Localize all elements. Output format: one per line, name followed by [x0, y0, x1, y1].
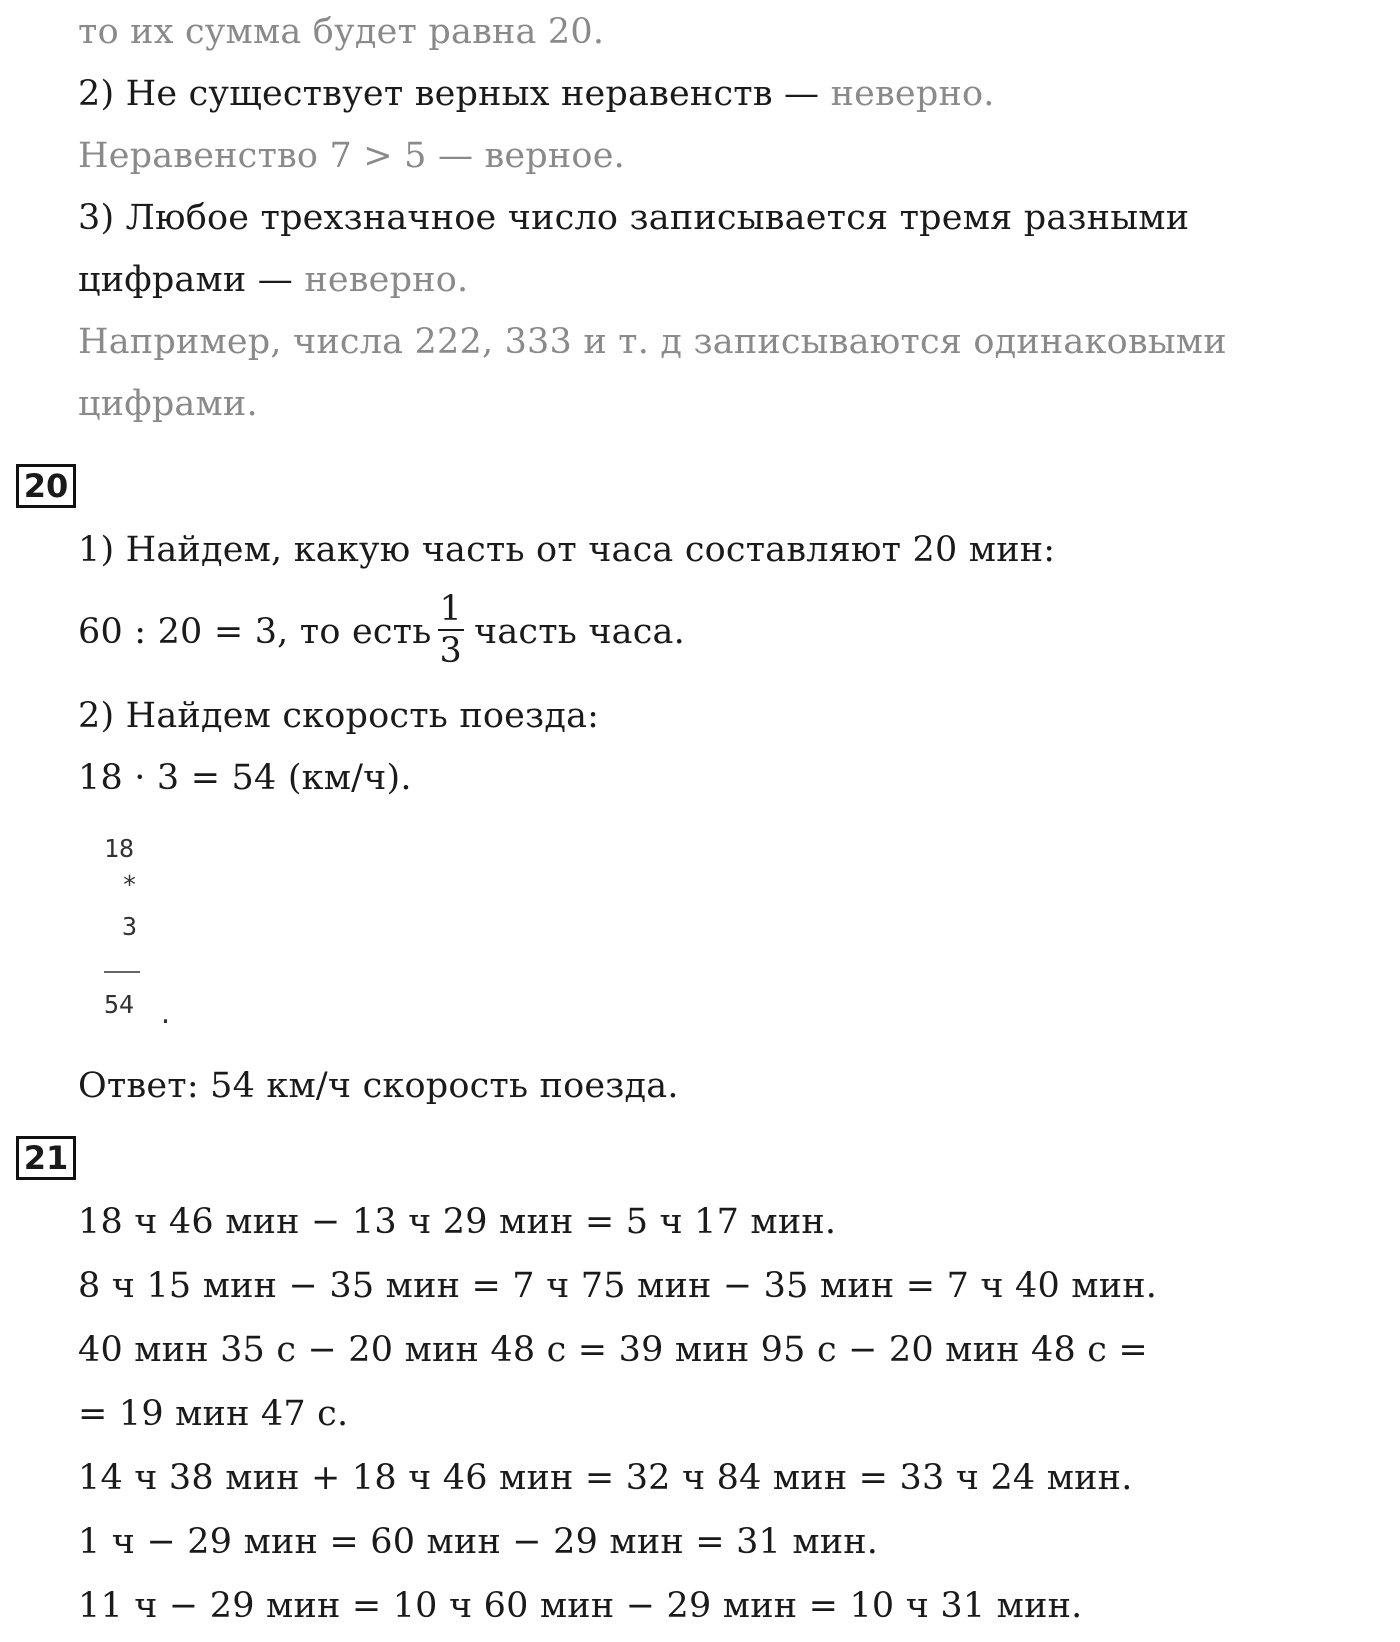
task-number-21: 21 — [16, 1136, 76, 1180]
calc-line: 11 ч − 29 мин = 10 ч 60 мин − 29 мин = 10 ч 31 мин. — [78, 1586, 1083, 1626]
text-line: цифрами. — [78, 384, 258, 424]
text-line: то их сумма будет равна 20. — [78, 12, 605, 52]
calc-line: 8 ч 15 мин − 35 мин = 7 ч 75 мин − 35 мин = 7 ч 40 мин. — [78, 1266, 1158, 1306]
text-line: Например, числа 222, 333 и т. д записываются одинаковыми — [78, 322, 1227, 362]
statement-text: 2) Не существует верных неравенств — — [78, 74, 831, 114]
fraction-line — [78, 582, 685, 682]
column-multiplier: 3 — [122, 912, 138, 941]
step-text: 1) Найдем, какую часть от часа составляют 20 мин: — [78, 530, 1056, 570]
calc-text: 60 : 20 = 3, то есть — [78, 612, 432, 652]
verdict-text: неверно. — [304, 260, 469, 300]
calc-line: 1 ч − 29 мин = 60 мин − 29 мин = 31 мин. — [78, 1522, 879, 1562]
column-result: 54 — [104, 990, 135, 1019]
verdict-text: неверно. — [830, 74, 995, 114]
calc-line: 14 ч 38 мин + 18 ч 46 мин = 32 ч 84 мин = 33 ч 24 мин. — [78, 1458, 1133, 1498]
column-dot: . — [158, 1000, 174, 1029]
calc-line: 18 ч 46 мин − 13 ч 29 мин = 5 ч 17 мин. — [78, 1202, 837, 1242]
step-text: 2) Найдем скорость поезда: — [78, 696, 600, 736]
calc-text: часть часа. — [473, 612, 685, 652]
answer-text: Ответ: 54 км/ч скорость поезда. — [78, 1066, 679, 1106]
text-line — [78, 258, 468, 302]
text-line — [78, 72, 995, 116]
calc-text: 18 · 3 = 54 (км/ч). — [78, 758, 412, 798]
statement-text: цифрами — — [78, 260, 305, 300]
fraction-numerator: 1 — [439, 588, 462, 629]
calc-line: 40 мин 35 с − 20 мин 48 с = 39 мин 95 с − 20 мин 48 с = — [78, 1330, 1148, 1370]
column-operator: * — [122, 870, 138, 899]
task-number-20: 20 — [16, 464, 76, 508]
fraction — [438, 589, 464, 671]
fraction-denominator: 3 — [439, 630, 462, 671]
column-rule — [104, 971, 140, 973]
text-line: Неравенство 7 > 5 — верное. — [78, 136, 625, 176]
text-line: 3) Любое трехзначное число записывается тремя разными — [78, 198, 1190, 238]
calc-line: = 19 мин 47 с. — [78, 1394, 349, 1434]
column-top-number: 18 — [104, 834, 135, 863]
